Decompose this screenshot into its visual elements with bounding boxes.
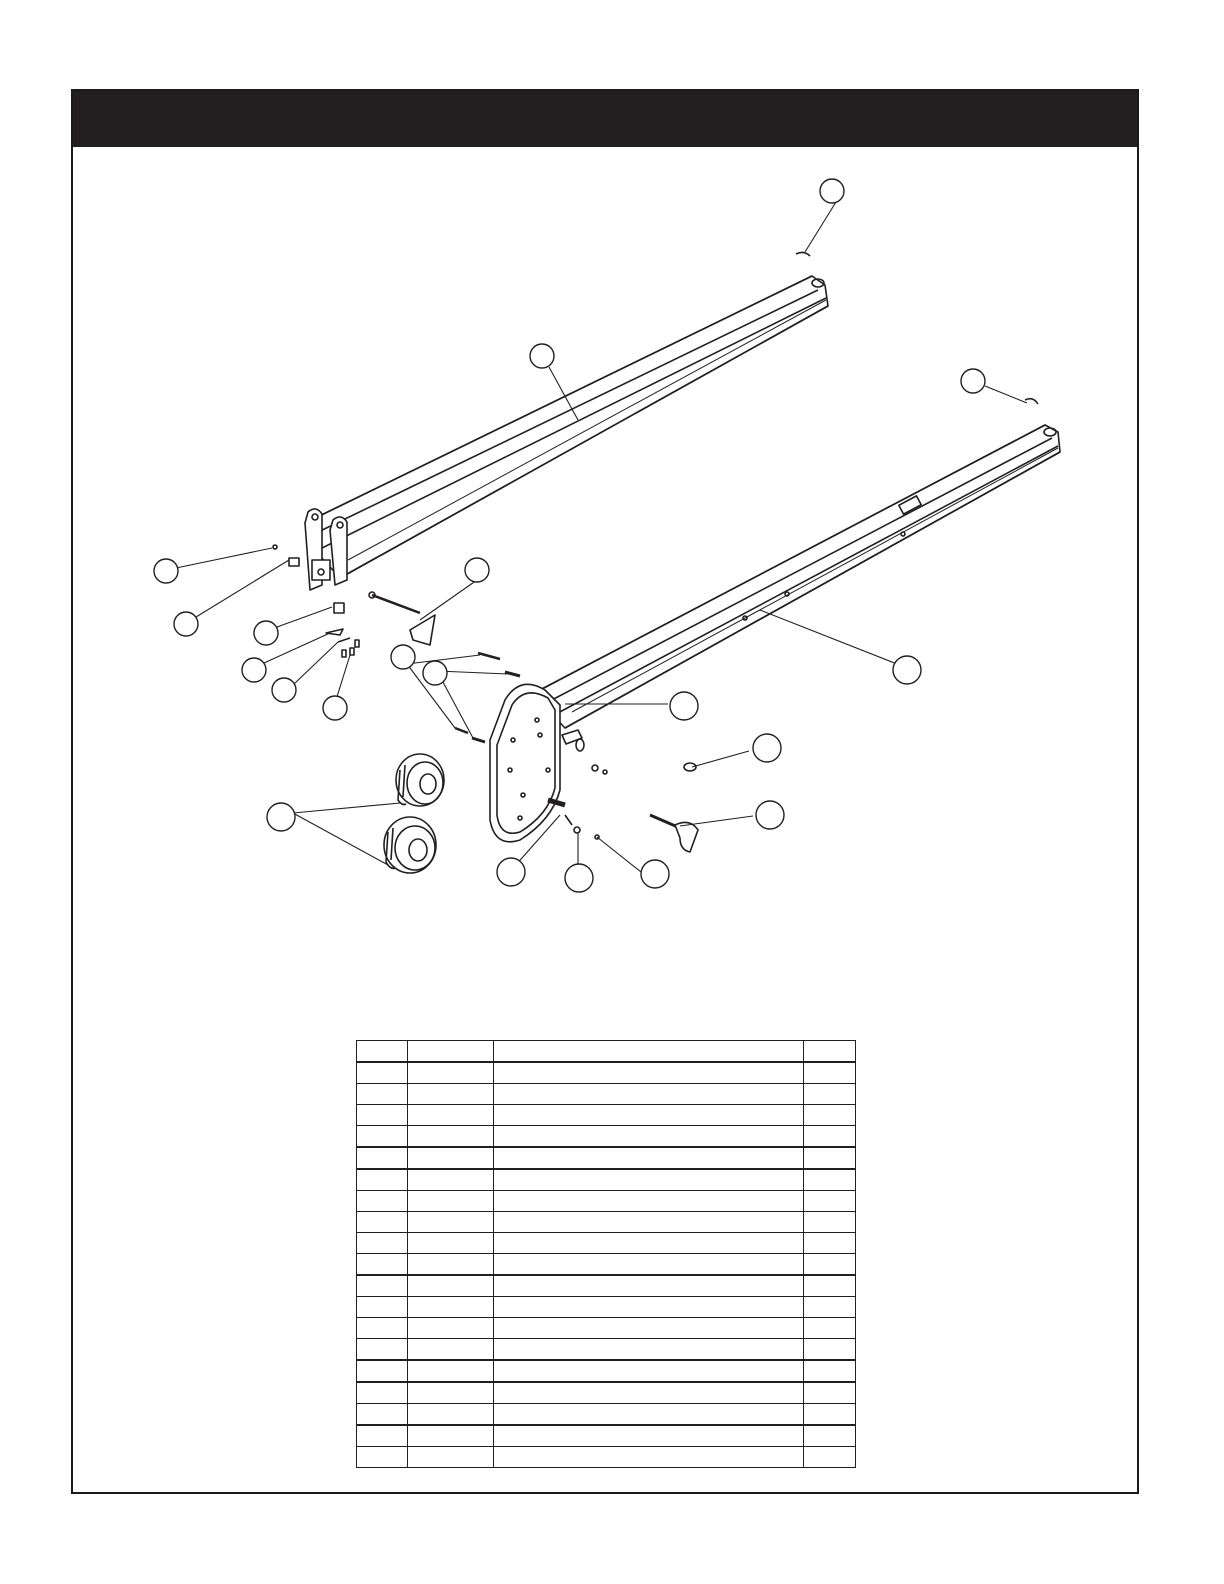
- table-cell: [408, 1212, 494, 1233]
- table-cell: [804, 1404, 856, 1426]
- table-row: [357, 1212, 856, 1233]
- table-cell: [357, 1191, 408, 1212]
- table-cell: [408, 1169, 494, 1191]
- table-cell: [357, 1126, 408, 1148]
- table-cell: [357, 1447, 408, 1468]
- table-cell: [357, 1084, 408, 1105]
- table-cell: [357, 1169, 408, 1191]
- col-header-item: [357, 1041, 408, 1063]
- table-cell: [494, 1212, 804, 1233]
- table-cell: [804, 1126, 856, 1148]
- table-cell: [494, 1404, 804, 1426]
- table-cell: [494, 1062, 804, 1084]
- table-cell: [357, 1062, 408, 1084]
- table-cell: [357, 1147, 408, 1169]
- table-row: [357, 1447, 856, 1468]
- table-row: [357, 1275, 856, 1297]
- table-cell: [408, 1297, 494, 1318]
- table-cell: [408, 1318, 494, 1339]
- table-cell: [494, 1084, 804, 1105]
- table-row: [357, 1382, 856, 1404]
- table-cell: [357, 1382, 408, 1404]
- table-cell: [408, 1084, 494, 1105]
- table-cell: [408, 1360, 494, 1382]
- table-cell: [494, 1254, 804, 1276]
- table-cell: [804, 1339, 856, 1361]
- table-cell: [408, 1339, 494, 1361]
- table-cell: [804, 1062, 856, 1084]
- table-row: [357, 1126, 856, 1148]
- table-cell: [804, 1254, 856, 1276]
- parts-list-table: [356, 1040, 856, 1468]
- table-cell: [408, 1191, 494, 1212]
- table-cell: [408, 1147, 494, 1169]
- table-cell: [804, 1212, 856, 1233]
- table-cell: [494, 1275, 804, 1297]
- table-cell: [494, 1191, 804, 1212]
- table-cell: [804, 1382, 856, 1404]
- table-cell: [494, 1297, 804, 1318]
- table-cell: [804, 1105, 856, 1126]
- table-row: [357, 1425, 856, 1447]
- table-cell: [408, 1126, 494, 1148]
- table-cell: [357, 1425, 408, 1447]
- table-row: [357, 1084, 856, 1105]
- table-row: [357, 1318, 856, 1339]
- table-cell: [494, 1382, 804, 1404]
- table-cell: [804, 1360, 856, 1382]
- table-cell: [357, 1360, 408, 1382]
- sheave-wheel-upper: [396, 754, 444, 806]
- table-cell: [804, 1169, 856, 1191]
- table-cell: [494, 1105, 804, 1126]
- table-cell: [804, 1318, 856, 1339]
- col-header-description: [494, 1041, 804, 1063]
- table-row: [357, 1297, 856, 1318]
- table-cell: [494, 1126, 804, 1148]
- table-cell: [408, 1254, 494, 1276]
- table-cell: [357, 1105, 408, 1126]
- table-cell: [804, 1147, 856, 1169]
- table-cell: [408, 1404, 494, 1426]
- table-row: [357, 1254, 856, 1276]
- table-row: [357, 1169, 856, 1191]
- table-cell: [494, 1447, 804, 1468]
- lower-boom-beam: [540, 425, 1060, 728]
- table-row: [357, 1233, 856, 1254]
- table-cell: [357, 1233, 408, 1254]
- table-cell: [494, 1339, 804, 1361]
- table-cell: [804, 1297, 856, 1318]
- table-cell: [408, 1105, 494, 1126]
- hitch-pin-lower: [650, 815, 698, 852]
- table-row: [357, 1404, 856, 1426]
- table-cell: [494, 1233, 804, 1254]
- table-row: [357, 1147, 856, 1169]
- table-cell: [494, 1318, 804, 1339]
- table-cell: [408, 1382, 494, 1404]
- table-cell: [804, 1191, 856, 1212]
- col-header-qty: [804, 1041, 856, 1063]
- table-cell: [357, 1339, 408, 1361]
- table-row: [357, 1062, 856, 1084]
- table-cell: [494, 1147, 804, 1169]
- table-cell: [804, 1425, 856, 1447]
- table-cell: [408, 1425, 494, 1447]
- table-header-row: [357, 1041, 856, 1063]
- table-row: [357, 1191, 856, 1212]
- col-header-part-number: [408, 1041, 494, 1063]
- table-row: [357, 1360, 856, 1382]
- table-row: [357, 1105, 856, 1126]
- table-cell: [494, 1360, 804, 1382]
- table-cell: [804, 1084, 856, 1105]
- table-row: [357, 1339, 856, 1361]
- table-cell: [408, 1275, 494, 1297]
- upper-boom-beam: [305, 276, 828, 590]
- table-cell: [357, 1275, 408, 1297]
- table-cell: [357, 1297, 408, 1318]
- table-cell: [408, 1062, 494, 1084]
- table-cell: [357, 1404, 408, 1426]
- table-cell: [804, 1447, 856, 1468]
- table-cell: [494, 1169, 804, 1191]
- table-cell: [357, 1318, 408, 1339]
- table-cell: [494, 1425, 804, 1447]
- table-cell: [804, 1275, 856, 1297]
- table-cell: [357, 1212, 408, 1233]
- table-cell: [357, 1254, 408, 1276]
- table-cell: [804, 1233, 856, 1254]
- hitch-pin-upper: [369, 592, 435, 645]
- table-cell: [408, 1447, 494, 1468]
- table-cell: [408, 1233, 494, 1254]
- sheave-wheel-lower: [384, 817, 436, 873]
